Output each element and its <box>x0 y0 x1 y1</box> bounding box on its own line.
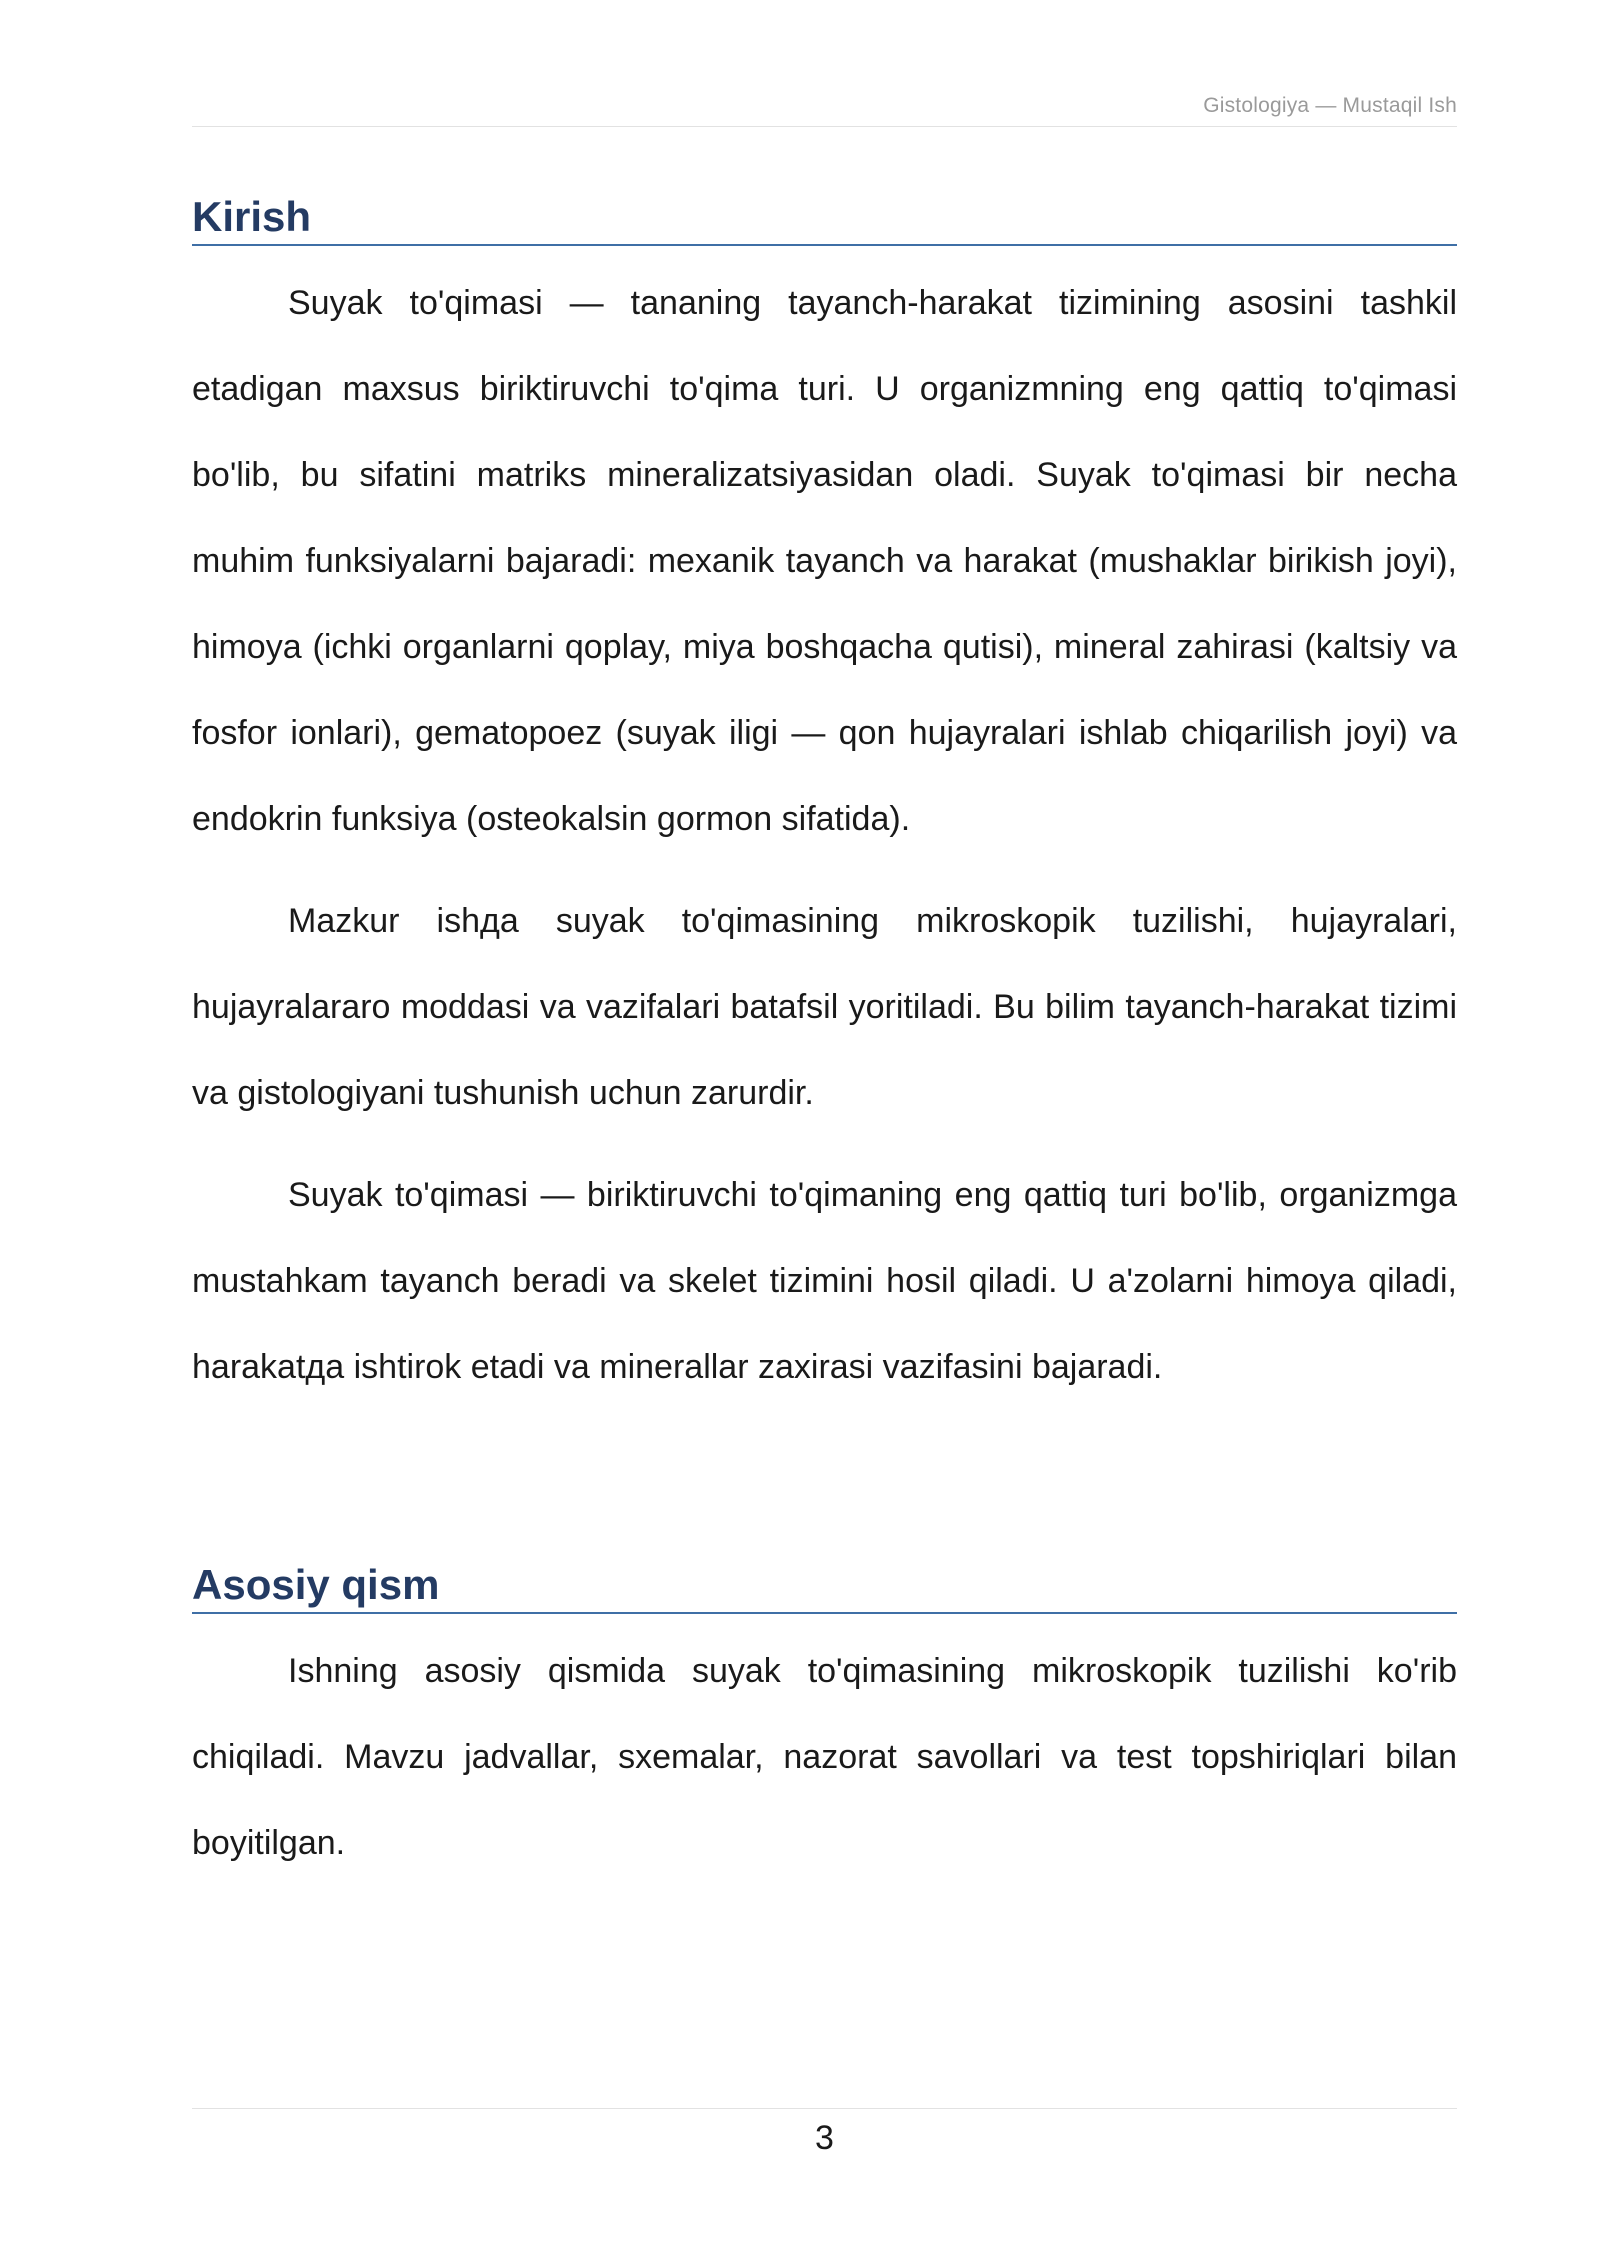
paragraph: Mazkur ishда suyak to'qimasining mikroskopik tuzilishi, hujayralari, hujayralararo moddasi va vazifalari batafsil yoritiladi. Bu bilim tayanch-harakat tizimi va gistologiyani tushunish uchun zarurdir. <box>192 902 1457 1112</box>
section-heading: Asosiy qism <box>192 1558 1457 1614</box>
page-number: 3 <box>815 2119 834 2157</box>
paragraph: Suyak to'qimasi — biriktiruvchi to'qimaning eng qattiq turi bo'lib, organizmga mustahkam tayanch beradi va skelet tizimini hosil qiladi. U a'zolarni himoya qiladi, harakatда ishtirok etadi va minerallar zaxirasi vazifasini bajaradi. <box>192 1176 1457 1386</box>
section-heading: Kirish <box>192 190 1457 246</box>
page-footer <box>192 2108 1457 2158</box>
paragraph: Ishning asosiy qismida suyak to'qimasining mikroskopik tuzilishi ko'rib chiqiladi. Mavzu jadvallar, sxemalar, nazorat savollari va test topshiriqlari bilan boyitilgan. <box>192 1652 1457 1862</box>
section-introduction <box>192 190 1457 1410</box>
page-header <box>192 90 1457 127</box>
paragraph: Suyak to'qimasi — tananing tayanch-harakat tizimining asosini tashkil etadigan maxsus biriktiruvchi to'qima turi. U organizmning eng qattiq to'qimasi bo'lib, bu sifatini matriks mineralizatsiyasidan oladi. Suyak to'qimasi bir necha muhim funksiyalarni bajaradi: mexanik tayanch va harakat (mushaklar birikish joyi), himoya (ichki organlarni qoplay, miya boshqacha qutisi), mineral zahirasi (kaltsiy va fosfor ionlari), gematopoez (suyak iligi — qon hujayralari ishlab chiqarilish joyi) va endokrin funksiya (osteokalsin gormon sifatida). <box>192 284 1457 838</box>
running-title: Gistologiya — Mustaqil Ish <box>1203 94 1457 117</box>
section-main-part <box>192 1558 1457 1886</box>
